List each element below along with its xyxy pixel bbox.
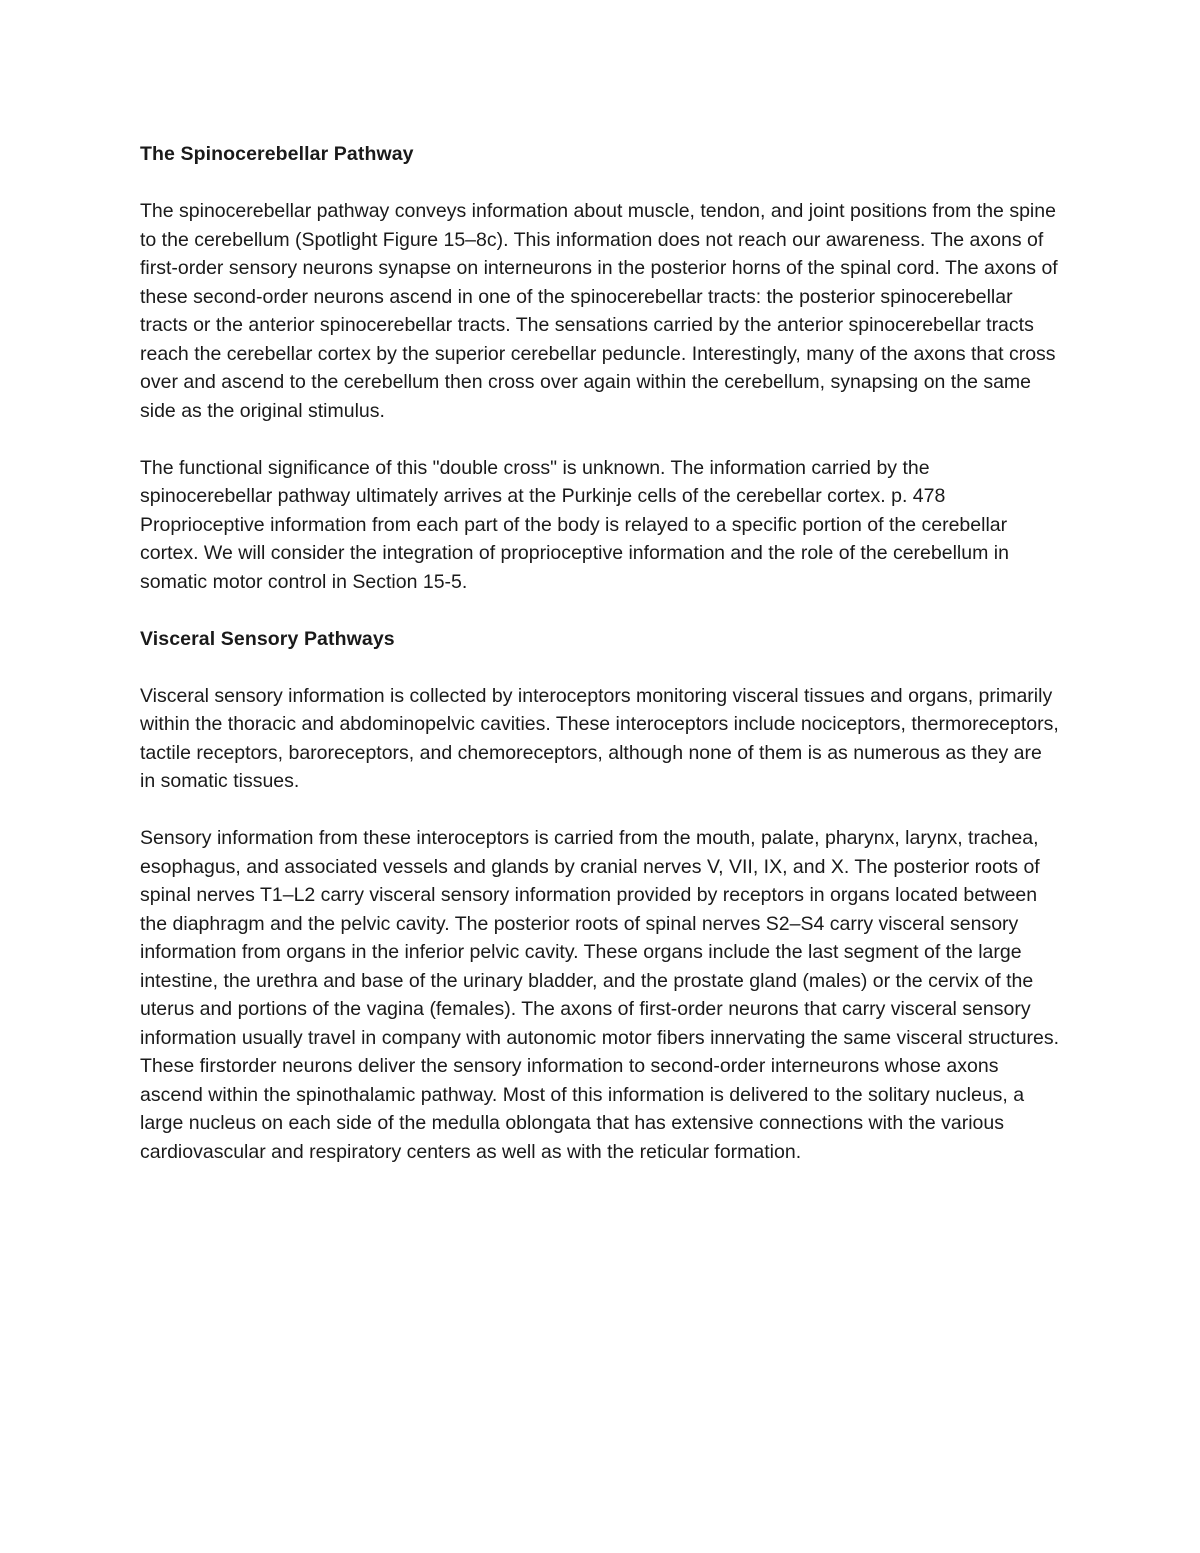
spacer: [140, 653, 1060, 682]
spacer: [140, 425, 1060, 454]
paragraph-spinocerebellar-2: The functional significance of this "double cross" is unknown. The information carried by the spinocerebellar pathway ultimately arrives at the Purkinje cells of the cerebellar cortex. p. 478 Proprioceptive information from each part of the body is relayed to a specific portion of the cerebellar cortex. We will consider the integration of proprioceptive information and the role of the cerebellum in somatic motor control in Section 15-5.: [140, 456, 1009, 593]
spacer: [140, 596, 1060, 625]
spacer: [140, 796, 1060, 825]
section-heading-spinocerebellar: The Spinocerebellar Pathway: [140, 143, 414, 165]
document-page: [140, 140, 1060, 1166]
paragraph-visceral-2: Sensory information from these interoceptors is carried from the mouth, palate, pharynx, larynx, trachea, esophagus, and associated vessels and glands by cranial nerves V, VII, IX, and X. The posterior roots of spinal nerves T1–L2 carry visceral sensory information provided by receptors in organs located between the diaphragm and the pelvic cavity. The posterior roots of spinal nerves S2–S4 carry visceral sensory information from organs in the inferior pelvic cavity. These organs include the last segment of the large intestine, the urethra and base of the urinary bladder, and the prostate gland (males) or the cervix of the uterus and portions of the vagina (females). The axons of first-order neurons that carry visceral sensory information usually travel in company with autonomic motor fibers innervating the same visceral structures. These firstorder neurons deliver the sensory information to second-order interneurons whose axons ascend within the spinothalamic pathway. Most of this information is delivered to the solitary nucleus, a large nucleus on each side of the medulla oblongata that has extensive connections with the various cardiovascular and respiratory centers as well as with the reticular formation.: [140, 827, 1060, 1163]
paragraph-visceral-1: Visceral sensory information is collected by interoceptors monitoring visceral tissues and organs, primarily within the thoracic and abdominopelvic cavities. These interoceptors include nociceptors, thermoreceptors, tactile receptors, baroreceptors, and chemoreceptors, although none of them is as numerous as they are in somatic tissues.: [140, 684, 1059, 792]
section-heading-visceral: Visceral Sensory Pathways: [140, 627, 395, 650]
paragraph-spinocerebellar-1: The spinocerebellar pathway conveys information about muscle, tendon, and joint positions from the spine to the cerebellum (Spotlight Figure 15–8c). This information does not reach our awareness. The axons of first-order sensory neurons synapse on interneurons in the posterior horns of the spinal cord. The axons of these second-order neurons ascend in one of the spinocerebellar tracts: the posterior spinocerebellar tracts or the anterior spinocerebellar tracts. The sensations carried by the anterior spinocerebellar tracts reach the cerebellar cortex by the superior cerebellar peduncle. Interestingly, many of the axons that cross over and ascend to the cerebellum then cross over again within the cerebellum, synapsing on the same side as the original stimulus.: [140, 200, 1058, 422]
spacer: [140, 169, 1060, 198]
